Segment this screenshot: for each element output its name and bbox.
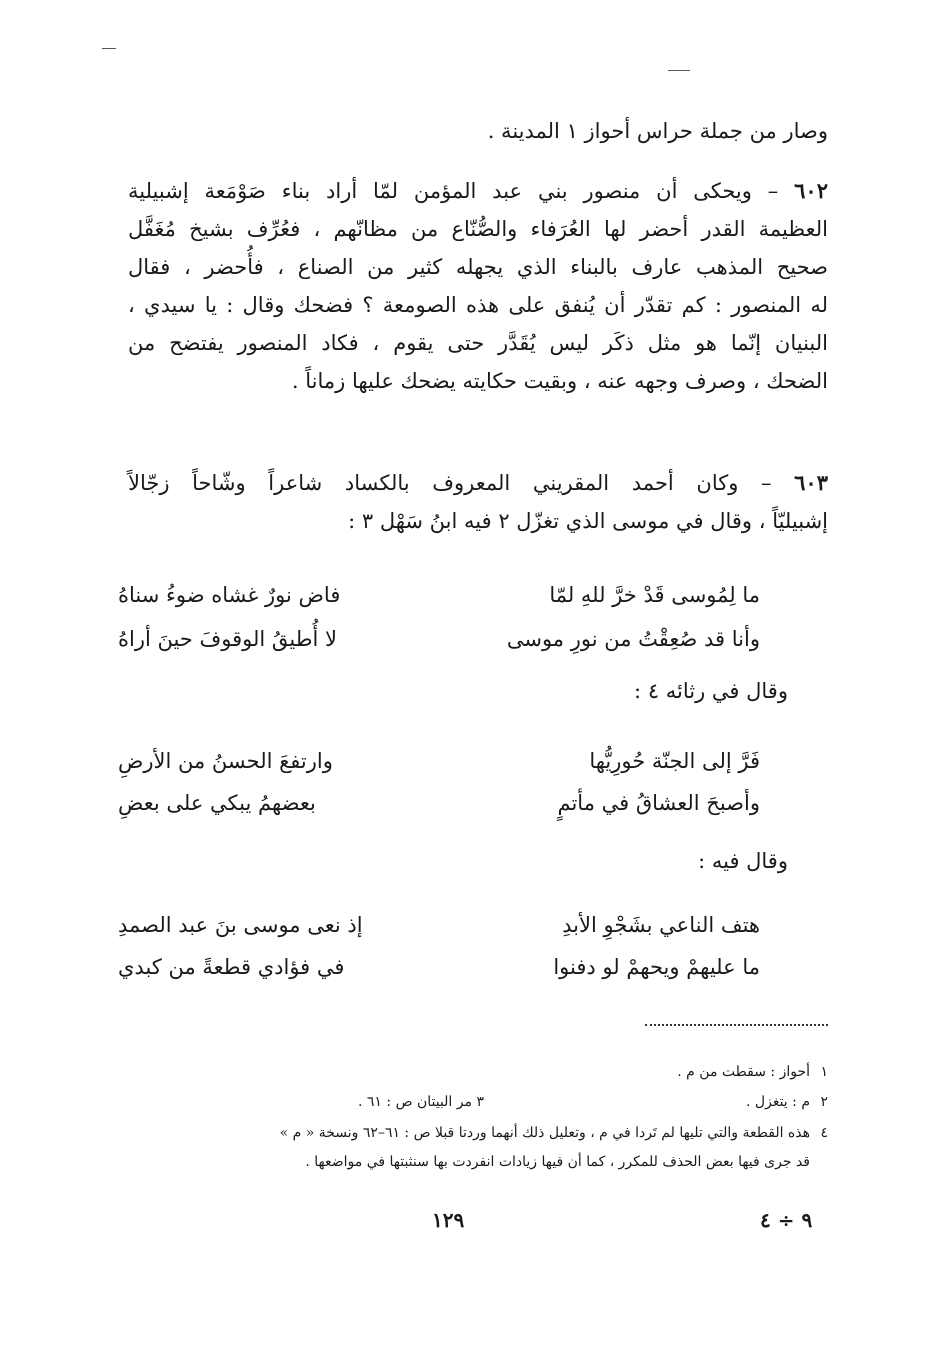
first-hemistich: وأصبحَ العشاقُ في مأتمٍ [557,791,760,815]
second-hemistich: وارتفعَ الحسنُ من الأرضِ [118,749,333,773]
poem-3-intro: وقال فيه : [698,849,788,873]
footnote-2: ٢م : يتغزل . ٣ مر البيتان ص : ٦١ . [128,1090,828,1114]
poem-2-verse-1 [118,742,828,780]
scan-speck [668,70,690,71]
scan-speck [102,48,116,49]
paragraph-line: العظيمة القدر أحضر لها العُرَفاء والصُّنّاع من مظانّهم ، فعُرِّف بشيخ مُغَفَّل [128,217,828,241]
footnote-1: ١أحواز : سقطت من م . [677,1064,828,1080]
footnote-4-continued: قد جرى فيها بعض الحذف للمكرر ، كما أن فيها زيادات انفردت بها سنثبتها في مواضعها . [305,1154,810,1170]
first-hemistich: فَرَّ إلى الجنّة حُورِيُّها [589,749,760,773]
second-hemistich: بعضهمُ يبكي على بعضِ [118,791,316,815]
paragraph-line: له المنصور : كم تقدّر أن يُنفق على هذه الصومعة ؟ فضحك وقال : يا سيدي ، [128,293,828,317]
poem-2-verse-2 [118,784,828,822]
page-number: ١٢٩ [432,1208,465,1232]
paragraph-number: ٦٠٢ [794,178,828,203]
footnote-4: ٤هذه القطعة والتي تليها لم تَردا في م ، وتعليل ذلك أنهما وردتا قبلا ص : ٦١–٦٢ ونسخة « م » [279,1125,828,1141]
paragraph-line: ٦٠٢ – ويحكى أن منصور بني عبد المؤمن لمّا أراد بناء صَوْمَعة إشبيلية [128,178,828,203]
poem-1-verse-1 [118,576,828,614]
paragraph-number: ٦٠٣ [794,470,828,495]
paragraph-line: صحيح المذهب عارف بالبناء الذي يجهله كثير من الصناع ، فأُحضر ، فقال [128,255,828,279]
paragraph-602 [128,172,828,400]
poem-3-verse-1 [118,906,828,944]
paragraph-line: ٦٠٣ – وكان أحمد المقريني المعروف بالكساد شاعراً وشّاحاً زجّالاً [128,470,828,495]
poem-3-verse-2 [118,948,828,986]
paragraph-line: البنيان إنّما هو مثل ذكَر ليس يُقَدَّر حتى يقوم ، فكاد المنصور يفتضح من [128,331,828,355]
first-hemistich: ما لِمُوسى قَدْ خرَّ للهِ لمّا [549,583,760,607]
paragraph-603 [128,464,828,540]
second-hemistich: فاض نورٌ غشاه ضوءُ سناهُ [118,583,341,607]
second-hemistich: إذ نعى موسى بنَ عبد الصمدِ [118,913,363,937]
paragraph-line: الضحك ، وصرف وجهه عنه ، وبقيت حكايته يضحك عليها زماناً . [291,369,828,393]
poem-2-intro: وقال في رثائه ٤ : [634,679,788,703]
continuation-line: وصار من جملة حراس أحواز ١ المدينة . [487,119,828,143]
paragraph-line: إشبيليّاً ، وقال في موسى الذي تغزّل ٢ فيه ابنُ سَهْل ٣ : [348,509,828,533]
second-hemistich: في فؤادي قطعةً من كبدي [118,955,345,979]
signature-mark: ٩ ÷ ٤ [760,1208,813,1232]
poem-1-verse-2 [118,620,828,658]
footnote-separator [645,1024,828,1026]
first-hemistich: ما عليهمْ ويحهمْ لو دفنوا [553,955,760,979]
footnote-3: ٣ مر البيتان ص : ٦١ . [358,1094,484,1110]
second-hemistich: لا أُطيقُ الوقوفَ حينَ أراهُ [118,627,337,651]
first-hemistich: هتف الناعي بشَجْوِ الأبدِ [562,913,760,937]
first-hemistich: وأنا قد صُعِقْتُ من نورِ موسى [506,627,760,651]
